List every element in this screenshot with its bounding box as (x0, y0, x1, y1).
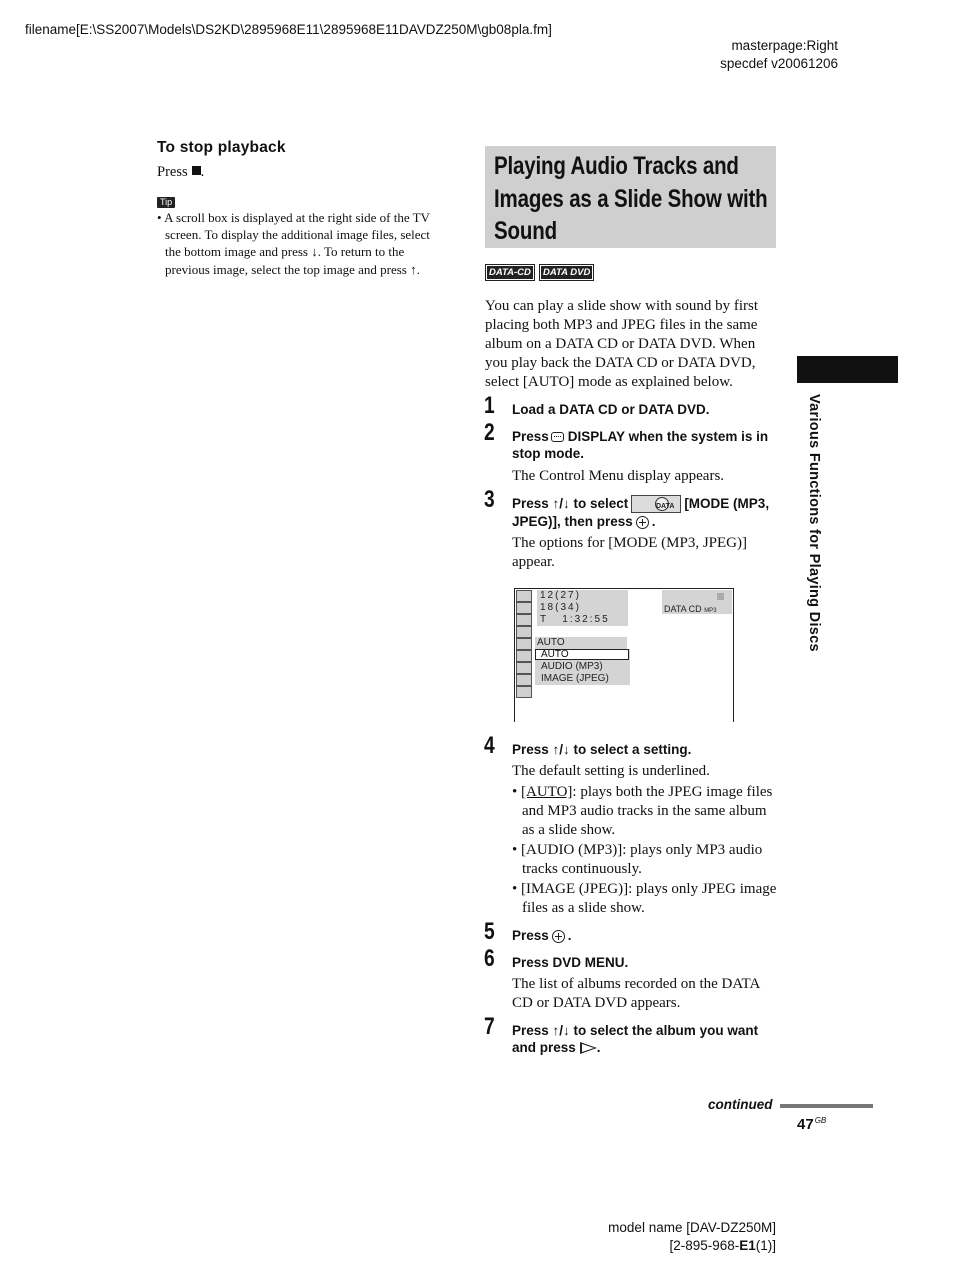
press-stop-text: Press (157, 164, 188, 180)
menu-icon (516, 614, 532, 626)
screen-option: AUDIO (MP3) (541, 661, 603, 672)
screen-time-readout (537, 590, 628, 626)
bullet-audio: • [AUDIO (MP3)]: plays only MP3 audio tracks continuously. (512, 842, 763, 877)
menu-icon (516, 590, 532, 602)
menu-icon (516, 662, 532, 674)
step-3-body: The options for [MODE (MP3, JPEG)] appear. (512, 535, 747, 570)
step-6-body: The list of albums recorded on the DATA CD or DATA DVD appears. (512, 976, 760, 1011)
continued-label: continued (708, 1097, 773, 1112)
step-4-heading: Press ↑/↓ to select a setting. (512, 742, 692, 757)
step-7-head-b: . (596, 1040, 601, 1055)
control-menu-screen (514, 588, 734, 722)
bullet-auto: • [AUTO]: plays both the JPEG image files and MP3 audio tracks in the same album as a slide show. (512, 784, 773, 838)
bullet-image: • [IMAGE (JPEG)]: plays only JPEG image files as a slide show. (512, 881, 777, 916)
bullet-auto-text: : plays both the JPEG image files and MP3 audio tracks in the same album as a slide show. (522, 784, 773, 838)
page-number-suffix: GB (814, 1116, 827, 1125)
tip-badge: Tip (157, 197, 175, 208)
step-number: 4 (484, 732, 495, 759)
svg-text:DATA: DATA (656, 503, 675, 510)
control-menu-icon-column (516, 590, 532, 698)
screen-time-line: 18(34) (540, 602, 581, 613)
step-2-heading (512, 428, 780, 462)
step-3-head-b: [MODE (MP3, JPEG)], then press (512, 496, 770, 529)
step-2-head-a: Press (512, 429, 549, 444)
footer-model (560, 1219, 776, 1255)
enter-button-icon (636, 516, 649, 529)
mode-data-icon (631, 495, 681, 513)
menu-icon (516, 626, 532, 638)
header-specdef: specdef v20061206 (720, 56, 838, 71)
header-meta (708, 37, 838, 73)
stop-icon (192, 166, 201, 175)
section-title-box (485, 146, 776, 248)
page-number-value: 47 (797, 1116, 814, 1133)
page-number (797, 1116, 826, 1133)
menu-icon (516, 686, 532, 698)
step-4-bullets (512, 783, 780, 919)
step-7-heading (512, 1022, 780, 1056)
step-2-body: The Control Menu display appears. (512, 468, 725, 484)
step-number: 2 (484, 419, 495, 446)
menu-icon (516, 602, 532, 614)
menu-icon (516, 638, 532, 650)
step-number: 1 (484, 392, 495, 419)
tip-text (157, 209, 447, 278)
bullet-auto-key: [AUTO] (521, 784, 573, 800)
mode-data-icon-graphic (632, 496, 680, 512)
step-4-body: The default setting is underlined. (512, 763, 710, 779)
step-5-head-b: . (567, 928, 572, 943)
step-number: 3 (484, 486, 495, 513)
step-6-heading: Press DVD MENU. (512, 955, 629, 970)
screen-menu-title: AUTO (535, 637, 627, 649)
bullet-image-text: [IMAGE (JPEG)]: plays only JPEG image files as a slide show. (521, 881, 777, 916)
step-7-head-a: Press ↑/↓ to select the album you want and press (512, 1023, 759, 1055)
data-cd-badge: DATA-CD (485, 264, 535, 281)
menu-icon (516, 674, 532, 686)
step-number: 5 (484, 918, 495, 945)
screen-time-line: T 1:32:55 (540, 614, 610, 625)
bullet-audio-text: [AUDIO (MP3)]: plays only MP3 audio tracks continuously. (521, 842, 763, 877)
continued-bar (780, 1104, 873, 1108)
stop-playback-heading: To stop playback (157, 139, 286, 156)
screen-option: IMAGE (JPEG) (541, 673, 609, 684)
tip-bullet: • A scroll box is displayed at the right side of the TV screen. To display the additional image files, select the bottom image and press ↓. To return to the previous image, select the top image and press ↑. (157, 210, 430, 277)
footer-model-name: model name [DAV-DZ250M] (608, 1220, 776, 1235)
footer-code (560, 1237, 776, 1255)
footer-code-b: E1 (739, 1238, 756, 1253)
step-3-head-a: Press ↑/↓ to select (512, 496, 629, 511)
play-icon (580, 1042, 597, 1054)
footer-code-c: (1)] (755, 1238, 776, 1253)
step-3-heading (512, 495, 780, 530)
section-title: Playing Audio Tracks and Images as a Slide Show with Sound (494, 152, 768, 245)
enter-button-icon (552, 930, 565, 943)
header-masterpage: masterpage:Right (731, 38, 838, 53)
step-1-heading: Load a DATA CD or DATA DVD. (512, 402, 710, 417)
screen-status-square (717, 593, 724, 600)
header-filename: filename[E:\SS2007\Models\DS2KD\2895968E11\2895968E11DAVDZ250M\gb08pla.fm] (25, 22, 552, 37)
chapter-vertical-title: Various Functions for Playing Discs (806, 394, 822, 652)
step-3-head-c: . (651, 514, 656, 529)
step-5-heading (512, 927, 780, 944)
chapter-tab (797, 356, 898, 383)
step-number: 6 (484, 945, 495, 972)
footer-code-a: [2-895-968- (669, 1238, 740, 1253)
data-dvd-badge: DATA DVD (539, 264, 594, 281)
display-icon (551, 432, 564, 442)
step-2-head-b: DISPLAY when the system is in stop mode. (512, 429, 769, 461)
step-number: 7 (484, 1013, 495, 1040)
screen-disc-label: DATA CD (664, 604, 702, 614)
screen-time-line: 12(27) (540, 590, 581, 601)
menu-icon (516, 650, 532, 662)
screen-disc-type (662, 590, 732, 614)
screen-disc-sub: MP3 (704, 608, 717, 614)
press-stop-line: Press . (157, 164, 205, 180)
step-5-head-a: Press (512, 928, 549, 943)
intro-paragraph: You can play a slide show with sound by first placing both MP3 and JPEG files in the same album on a DATA CD or DATA DVD. When you play back the DATA CD or DATA DVD, select [AUTO] mode as explained below. (485, 298, 759, 390)
screen-selected-option: AUTO (535, 649, 629, 660)
